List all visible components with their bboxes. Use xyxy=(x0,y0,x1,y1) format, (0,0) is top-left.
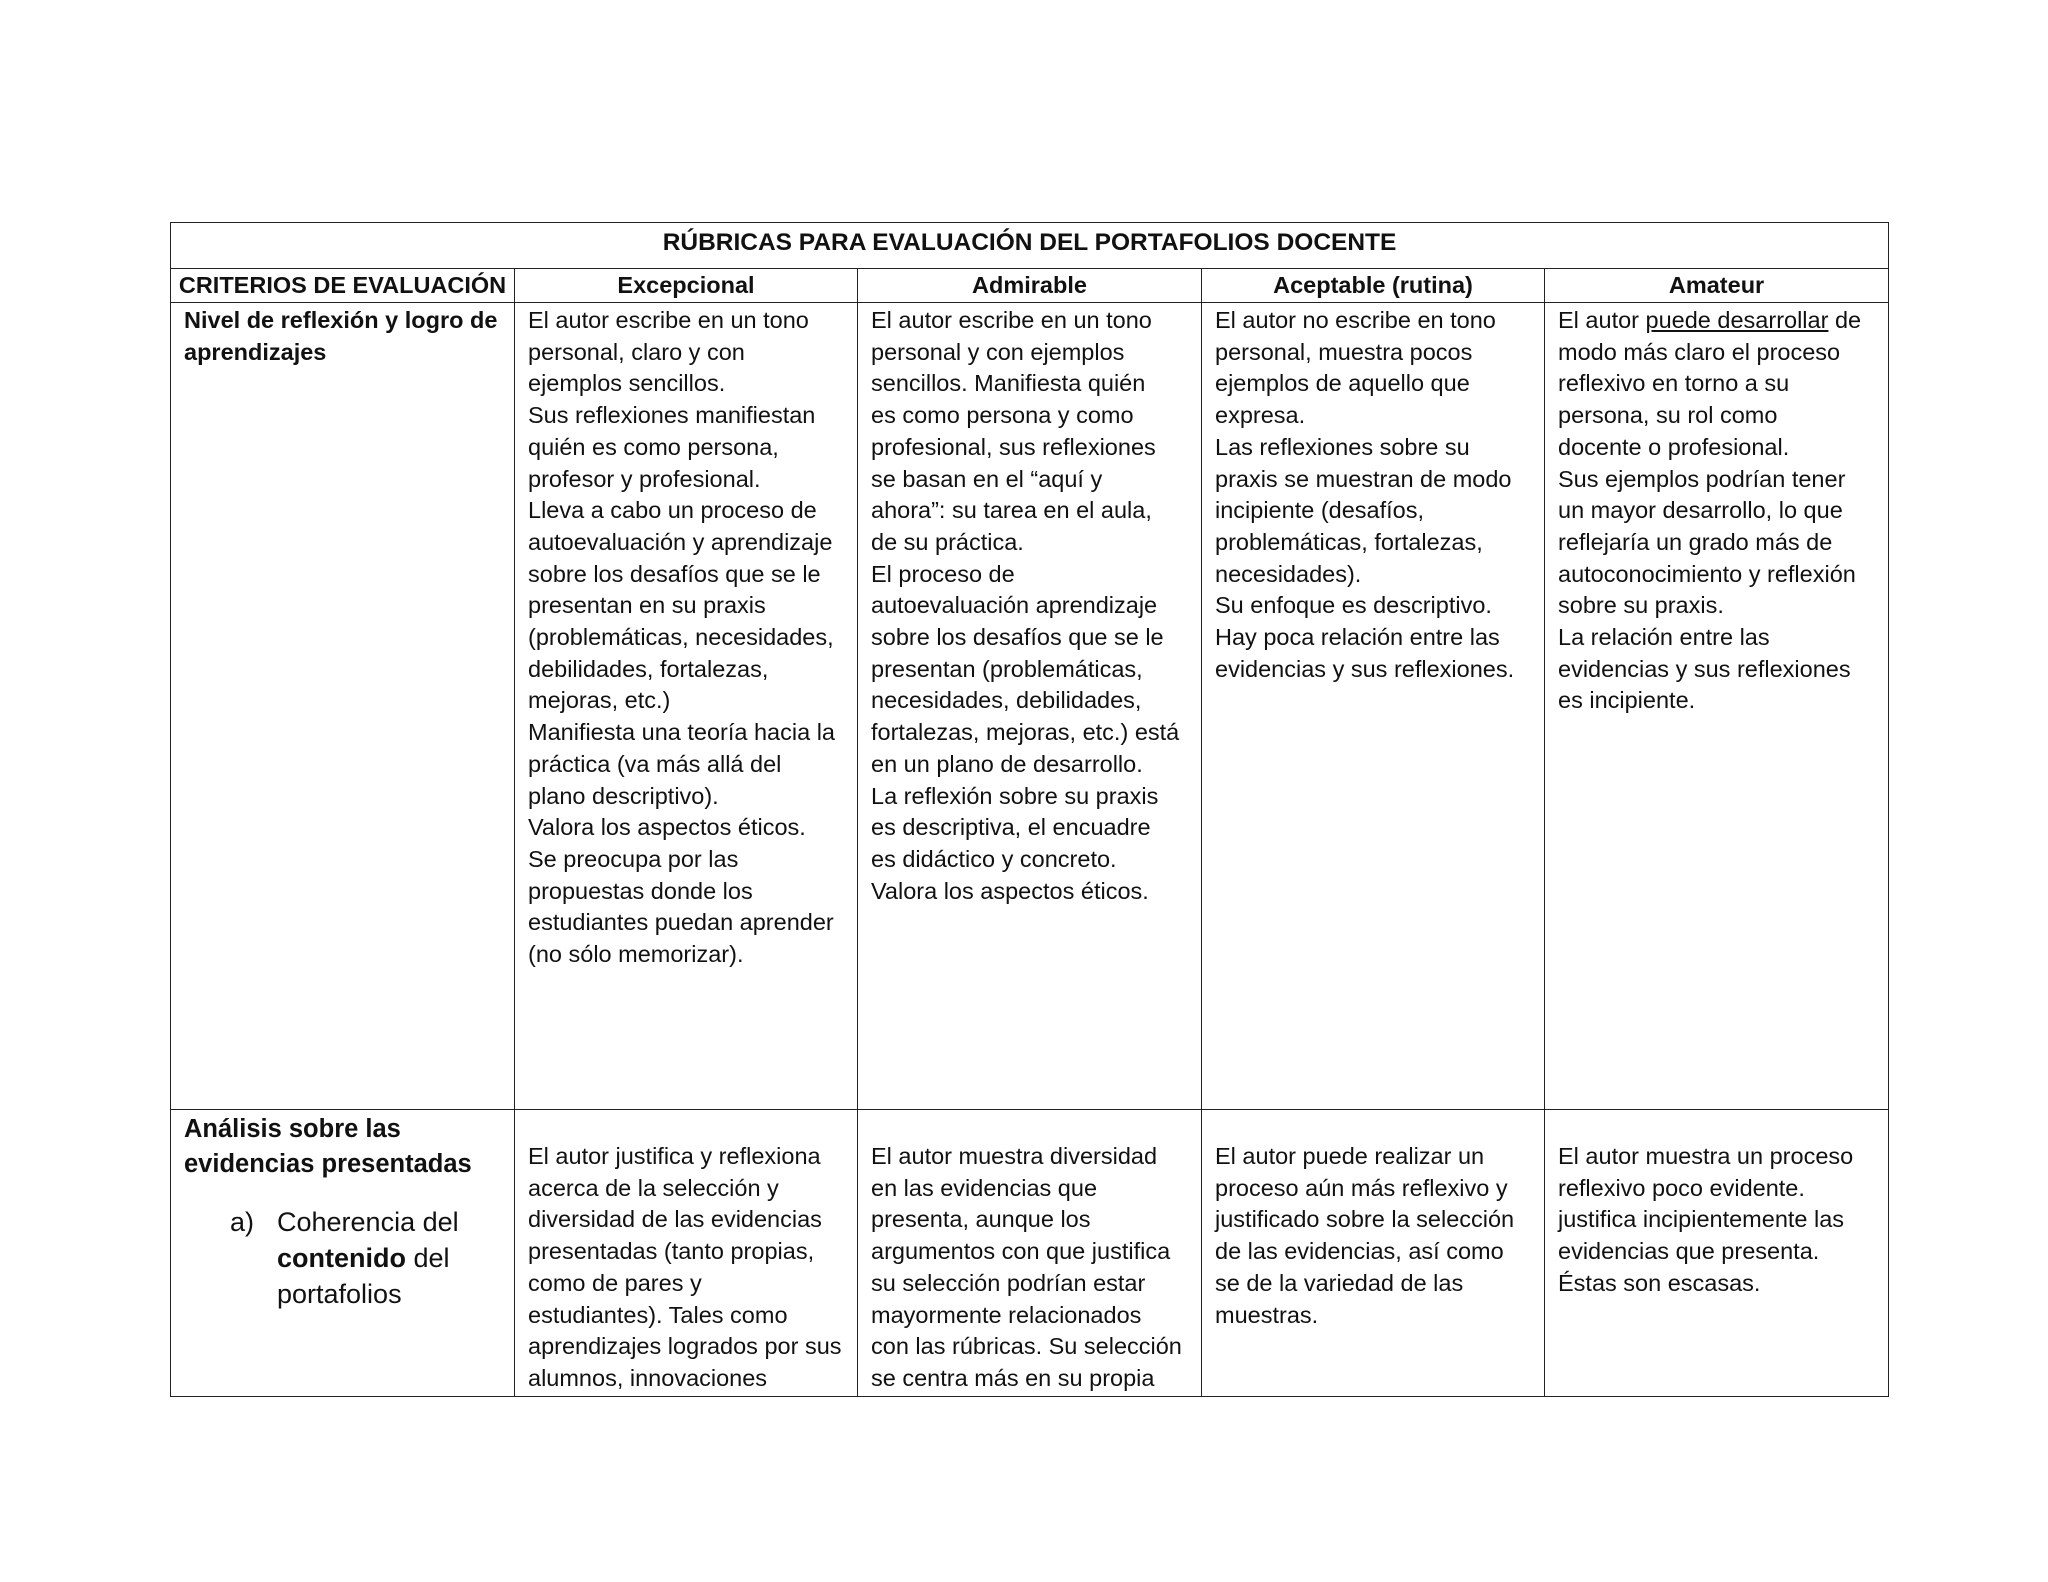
criterion-cell xyxy=(171,1110,515,1397)
level-cell-aceptable xyxy=(1202,1110,1545,1397)
level-text-line: Hay poca relación entre las xyxy=(1215,624,1500,651)
level-text-line: Valora los aspectos éticos. xyxy=(871,877,1149,904)
level-text-line: reflexivo poco evidente. xyxy=(1558,1174,1805,1201)
level-text-line: El autor muestra un proceso xyxy=(1558,1143,1854,1169)
level-text-line: personal, muestra pocos xyxy=(1215,338,1473,365)
level-text-line: Éstas son escasas. xyxy=(1558,1269,1761,1296)
column-header-amateur: Amateur xyxy=(1545,269,1889,303)
level-text-line: expresa. xyxy=(1215,402,1306,429)
level-text-line: Las reflexiones sobre su xyxy=(1215,433,1470,460)
criterion-title: aprendizajes xyxy=(184,338,327,365)
level-text-line: es didáctico y concreto. xyxy=(871,845,1117,872)
sub-criteria-list xyxy=(184,1204,501,1312)
level-text-line: alumnos, innovaciones xyxy=(528,1364,768,1391)
level-text-line: en un plano de desarrollo. xyxy=(871,750,1143,777)
level-text-line: es incipiente. xyxy=(1558,687,1696,714)
level-text-line: (no sólo memorizar). xyxy=(528,941,744,968)
level-text-line: El autor escribe en un tono xyxy=(528,307,809,333)
level-text-line: sencillos. Manifiesta quién xyxy=(871,370,1146,397)
level-cell-amateur xyxy=(1545,1110,1889,1397)
level-text-line: reflexivo en torno a su xyxy=(1558,370,1790,397)
level-text-line: Se preocupa por las xyxy=(528,845,739,872)
level-text-line: La reflexión sobre su praxis xyxy=(871,782,1159,809)
level-text-line: autoevaluación y aprendizaje xyxy=(528,528,833,555)
sub-criterion-text: portafolios xyxy=(277,1279,402,1309)
level-text-line: proceso aún más reflexivo y xyxy=(1215,1174,1508,1201)
level-text-line: personal, claro y con xyxy=(528,338,745,365)
level-text-line: docente o profesional. xyxy=(1558,433,1790,460)
level-text-line: Lleva a cabo un proceso de xyxy=(528,497,817,524)
level-cell-admirable xyxy=(858,303,1202,1110)
column-header-criterios: CRITERIOS DE EVALUACIÓN xyxy=(171,269,515,303)
criterion-title: evidencias presentadas xyxy=(184,1150,472,1178)
level-text-line: debilidades, fortalezas, xyxy=(528,655,769,682)
level-text-line: se basan en el “aquí y xyxy=(871,465,1103,492)
level-text-line: argumentos con que justifica xyxy=(871,1238,1171,1265)
sub-criterion-item xyxy=(184,1204,501,1312)
level-cell-admirable xyxy=(858,1110,1202,1397)
level-cell-excepcional xyxy=(515,1110,858,1397)
level-text-line: Manifiesta una teoría hacia la xyxy=(528,719,835,746)
level-text-line: praxis se muestran de modo xyxy=(1215,465,1512,492)
level-text-line: problemáticas, fortalezas, xyxy=(1215,528,1483,555)
level-text-line: de las evidencias, así como xyxy=(1215,1238,1504,1265)
level-text-line: justifica incipientemente las xyxy=(1558,1206,1845,1233)
sub-criterion-text: Coherencia del xyxy=(277,1207,459,1237)
level-text-line: El autor muestra diversidad xyxy=(871,1143,1158,1169)
level-text-line: fortalezas, mejoras, etc.) está xyxy=(871,719,1180,746)
level-text-line: se de la variedad de las xyxy=(1215,1269,1464,1296)
level-text-line: ejemplos sencillos. xyxy=(528,370,726,397)
level-text-line: sobre los desafíos que se le xyxy=(871,624,1164,651)
level-text-line: ahora”: su tarea en el aula, xyxy=(871,497,1152,524)
level-text-line: presentan en su praxis xyxy=(528,592,766,619)
level-text-line: profesor y profesional. xyxy=(528,465,761,492)
criterion-title: Análisis sobre las xyxy=(184,1115,401,1143)
table-row xyxy=(171,1110,1889,1397)
title-row xyxy=(171,223,1889,269)
level-cell-amateur xyxy=(1545,303,1889,1110)
level-text-line: sobre los desafíos que se le xyxy=(528,560,821,587)
level-text-line: aprendizajes logrados por sus xyxy=(528,1333,842,1360)
level-text-block xyxy=(1558,337,1875,717)
level-text-line: mejoras, etc.) xyxy=(528,687,671,714)
level-cell-aceptable xyxy=(1202,303,1545,1110)
level-text-line: modo más claro el proceso xyxy=(1558,338,1841,365)
level-text-line: justificado sobre la selección xyxy=(1215,1206,1515,1233)
level-text-suffix: de xyxy=(1828,307,1862,333)
level-text-line: un mayor desarrollo, lo que xyxy=(1558,497,1843,524)
level-text-line: profesional, sus reflexiones xyxy=(871,433,1156,460)
level-text-line: es descriptiva, el encuadre xyxy=(871,814,1151,841)
level-text-line: sobre su praxis. xyxy=(1558,592,1724,619)
level-text-line: El proceso de xyxy=(871,560,1015,587)
level-text-line: El autor puede realizar un xyxy=(1215,1143,1485,1169)
level-text-line: es como persona y como xyxy=(871,402,1134,429)
level-text-line: diversidad de las evidencias xyxy=(528,1206,822,1233)
level-text-line: como de pares y xyxy=(528,1269,702,1296)
level-text-line: estudiantes puedan aprender xyxy=(528,909,834,936)
level-text-line: reflejaría un grado más de xyxy=(1558,528,1833,555)
level-text-line: necesidades, debilidades, xyxy=(871,687,1142,714)
level-text-line: se centra más en su propia xyxy=(871,1364,1155,1391)
level-text-line: estudiantes). Tales como xyxy=(528,1301,788,1328)
header-row xyxy=(171,269,1889,303)
level-text-line: en las evidencias que xyxy=(871,1174,1098,1201)
level-text-line: El autor justifica y reflexiona xyxy=(528,1143,821,1169)
sub-criterion-text xyxy=(277,1240,501,1276)
level-text-line: presentadas (tanto propias, xyxy=(528,1238,815,1265)
level-text-line: (problemáticas, necesidades, xyxy=(528,624,834,651)
column-header-aceptable: Aceptable (rutina) xyxy=(1202,269,1545,303)
level-text-line: evidencias y sus reflexiones xyxy=(1558,655,1851,682)
bold-term: contenido xyxy=(277,1243,406,1273)
table-title: RÚBRICAS PARA EVALUACIÓN DEL PORTAFOLIOS DOCENTE xyxy=(171,223,1889,269)
level-text-line: presentan (problemáticas, xyxy=(871,655,1143,682)
level-text-line: presenta, aunque los xyxy=(871,1206,1091,1233)
level-text-line: mayormente relacionados xyxy=(871,1301,1142,1328)
level-text-line: Sus ejemplos podrían tener xyxy=(1558,465,1846,492)
level-text-line: necesidades). xyxy=(1215,560,1362,587)
criterion-title: Nivel de reflexión y logro de xyxy=(184,307,498,333)
level-text-line xyxy=(1558,305,1875,337)
level-text-line: incipiente (desafíos, xyxy=(1215,497,1425,524)
criterion-cell xyxy=(171,303,515,1110)
level-text-line: evidencias y sus reflexiones. xyxy=(1215,655,1515,682)
level-text-line: Sus reflexiones manifiestan xyxy=(528,402,816,429)
list-marker: a) xyxy=(230,1207,255,1237)
level-text-prefix: El autor xyxy=(1558,307,1646,333)
sub-criterion-text-tail: del xyxy=(406,1243,450,1273)
column-header-admirable: Admirable xyxy=(858,269,1202,303)
underlined-phrase: puede desarrollar xyxy=(1645,307,1829,333)
level-text-line: de su práctica. xyxy=(871,528,1024,555)
level-text-line: práctica (va más allá del xyxy=(528,750,782,777)
level-text-line: propuestas donde los xyxy=(528,877,753,904)
level-cell-excepcional xyxy=(515,303,858,1110)
level-text-line: autoconocimiento y reflexión xyxy=(1558,560,1856,587)
level-text-line: muestras. xyxy=(1215,1301,1319,1328)
level-text-line: autoevaluación aprendizaje xyxy=(871,592,1158,619)
level-text-line: evidencias que presenta. xyxy=(1558,1238,1820,1265)
level-text-line: su selección podrían estar xyxy=(871,1269,1146,1296)
level-text-line: El autor no escribe en tono xyxy=(1215,307,1496,333)
level-text-line: La relación entre las xyxy=(1558,624,1770,651)
level-text-line: El autor escribe en un tono xyxy=(871,307,1152,333)
rubric-table xyxy=(170,222,1889,1397)
level-text-line: Su enfoque es descriptivo. xyxy=(1215,592,1492,619)
level-text-line: Valora los aspectos éticos. xyxy=(528,814,806,841)
column-header-excepcional: Excepcional xyxy=(515,269,858,303)
level-text-line: ejemplos de aquello que xyxy=(1215,370,1470,397)
level-text-line: plano descriptivo). xyxy=(528,782,719,809)
level-text-line: personal y con ejemplos xyxy=(871,338,1125,365)
table-row xyxy=(171,303,1889,1110)
level-text-line: con las rúbricas. Su selección xyxy=(871,1333,1182,1360)
level-text-line: persona, su rol como xyxy=(1558,402,1778,429)
level-text-line: acerca de la selección y xyxy=(528,1174,779,1201)
level-text-line: quién es como persona, xyxy=(528,433,779,460)
